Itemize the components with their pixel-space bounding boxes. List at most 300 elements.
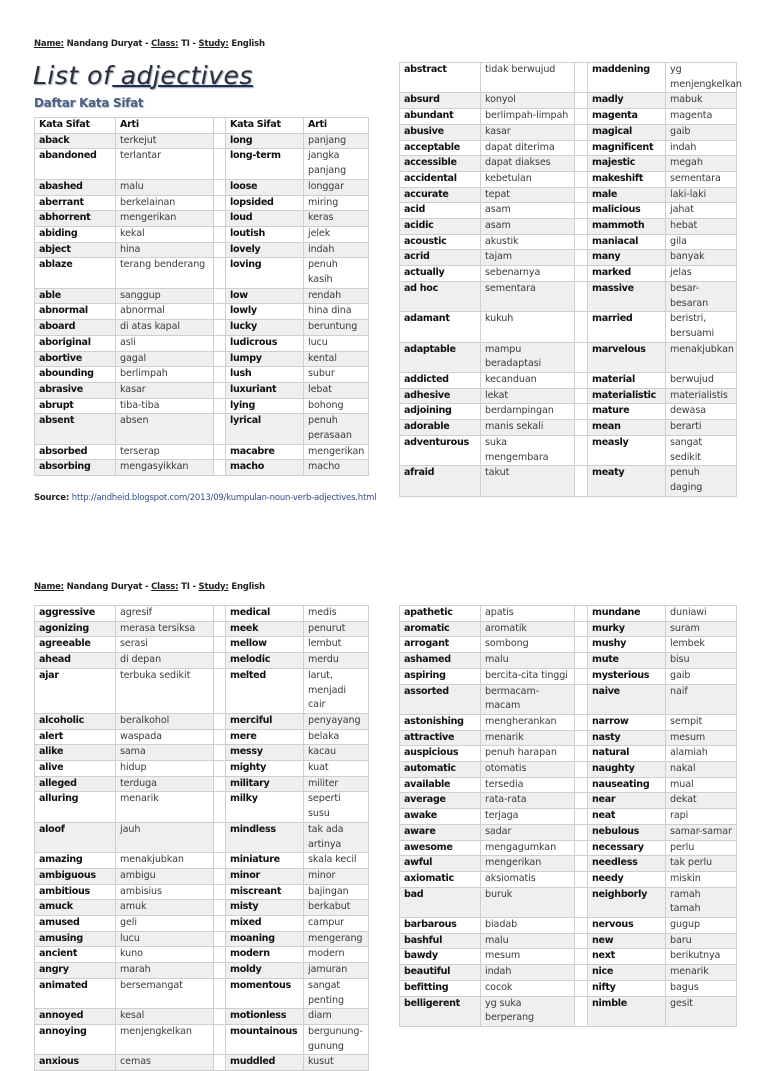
column-gap: [214, 367, 226, 383]
adjective-word: mellow: [226, 637, 304, 653]
adjective-word: meaty: [588, 466, 666, 496]
table-row: [400, 219, 737, 235]
adjective-meaning: dapat diterima: [481, 140, 575, 156]
adjective-word: long: [226, 133, 304, 149]
adjective-word: automatic: [400, 762, 481, 778]
adjective-meaning: diam: [304, 1009, 369, 1025]
adjective-meaning: cemas: [116, 1055, 214, 1071]
adjective-word: aggressive: [35, 606, 116, 622]
adjective-word: marvelous: [588, 342, 666, 372]
adjective-word: absurd: [400, 93, 481, 109]
adjective-meaning: suka mengembara: [481, 435, 575, 465]
adjective-word: loose: [226, 179, 304, 195]
column-gap: [575, 606, 588, 622]
adjective-word: adventurous: [400, 435, 481, 465]
column-gap: [575, 777, 588, 793]
adjective-word: animated: [35, 978, 116, 1008]
adjective-word: lopsided: [226, 195, 304, 211]
adjective-meaning: sanggup: [116, 288, 214, 304]
table-row: [35, 761, 369, 777]
adjective-meaning: gugup: [666, 918, 737, 934]
column-gap: [214, 713, 226, 729]
adjective-meaning: miskin: [666, 871, 737, 887]
adjective-word: adaptable: [400, 342, 481, 372]
adjective-word: moldy: [226, 963, 304, 979]
adjective-meaning: baru: [666, 933, 737, 949]
column-gap: [214, 776, 226, 792]
adjective-meaning: tiba-tiba: [116, 398, 214, 414]
column-gap: [575, 965, 588, 981]
adjective-word: nice: [588, 965, 666, 981]
adjective-word: merciful: [226, 713, 304, 729]
adjective-meaning: kasar: [481, 124, 575, 140]
adjective-meaning: lembek: [666, 637, 737, 653]
table-row: [35, 367, 369, 383]
column-gap: [575, 109, 588, 125]
column-gap: [214, 351, 226, 367]
table-row: [35, 606, 369, 622]
name-value: Nandang Duryat -: [63, 582, 152, 592]
adjective-word: melodic: [226, 653, 304, 669]
adjective-meaning: seperti susu: [304, 792, 369, 822]
adjective-word: aware: [400, 824, 481, 840]
adjective-meaning: rapi: [666, 809, 737, 825]
adjective-word: neighborly: [588, 887, 666, 917]
adjective-meaning: menarik: [666, 965, 737, 981]
adjective-meaning: terserap: [116, 444, 214, 460]
adjective-meaning: suram: [666, 621, 737, 637]
table-row: [35, 335, 369, 351]
adjective-word: ludicrous: [226, 335, 304, 351]
adjective-word: natural: [588, 746, 666, 762]
adjective-word: lyrical: [226, 414, 304, 444]
column-gap: [214, 853, 226, 869]
adjective-word: accurate: [400, 187, 481, 203]
adjective-meaning: berdampingan: [481, 404, 575, 420]
table-row: [400, 171, 737, 187]
adjective-meaning: waspada: [116, 729, 214, 745]
adjective-meaning: malu: [481, 653, 575, 669]
adjective-word: bashful: [400, 933, 481, 949]
adjective-meaning: terlantar: [116, 149, 214, 179]
adjective-meaning: kusut: [304, 1055, 369, 1071]
adjective-word: luxuriant: [226, 382, 304, 398]
adjective-word: military: [226, 776, 304, 792]
adjective-meaning: agresif: [116, 606, 214, 622]
table-row: [400, 809, 737, 825]
adjective-word: needless: [588, 856, 666, 872]
adjective-word: aromatic: [400, 621, 481, 637]
adjective-meaning: kesal: [116, 1009, 214, 1025]
adjective-word: abundant: [400, 109, 481, 125]
adjective-meaning: bersemangat: [116, 978, 214, 1008]
adjective-word: nimble: [588, 996, 666, 1026]
column-gap: [214, 118, 226, 134]
table-row: [35, 242, 369, 258]
study-label: Study:: [198, 39, 229, 49]
adjective-meaning: mabuk: [666, 93, 737, 109]
adjective-word: alike: [35, 745, 116, 761]
adjective-meaning: sama: [116, 745, 214, 761]
column-gap: [214, 606, 226, 622]
column-gap: [214, 444, 226, 460]
adjective-word: macho: [226, 460, 304, 476]
column-gap: [214, 729, 226, 745]
adjective-meaning: sangat penting: [304, 978, 369, 1008]
adjective-meaning: aromatik: [481, 621, 575, 637]
table-row: [35, 398, 369, 414]
adjective-word: medical: [226, 606, 304, 622]
adjective-meaning: longgar: [304, 179, 369, 195]
adjective-word: milky: [226, 792, 304, 822]
column-gap: [575, 93, 588, 109]
page-subtitle: Daftar Kata Sifat: [34, 96, 144, 110]
adjective-meaning: lucu: [304, 335, 369, 351]
column-gap: [575, 420, 588, 436]
adjective-meaning: yg menjengkelkan: [666, 63, 737, 93]
adjective-word: alluring: [35, 792, 116, 822]
adjective-word: assorted: [400, 684, 481, 714]
table-row: [35, 668, 369, 713]
adjective-word: abrupt: [35, 398, 116, 414]
adjective-word: angry: [35, 963, 116, 979]
adjective-meaning: beruntung: [304, 320, 369, 336]
adjective-word: aback: [35, 133, 116, 149]
name-label: Name:: [34, 39, 64, 49]
table-header-row: [35, 118, 369, 134]
adjective-meaning: dapat diakses: [481, 156, 575, 172]
table-row: [400, 980, 737, 996]
adjective-meaning: terduga: [116, 776, 214, 792]
source-label: Source: [34, 493, 66, 503]
table-row: [35, 1009, 369, 1025]
column-gap: [214, 621, 226, 637]
adjective-word: ajar: [35, 668, 116, 713]
adjective-word: befitting: [400, 980, 481, 996]
name-value: Nandang Duryat -: [63, 39, 152, 49]
table-row: [400, 840, 737, 856]
adjective-meaning: jangka panjang: [304, 149, 369, 179]
adjective-word: madly: [588, 93, 666, 109]
adjective-meaning: tidak berwujud: [481, 63, 575, 93]
column-gap: [214, 916, 226, 932]
adjective-meaning: menjengkelkan: [116, 1024, 214, 1054]
adjective-word: adhesive: [400, 388, 481, 404]
adjective-word: average: [400, 793, 481, 809]
adjective-word: aspiring: [400, 668, 481, 684]
table-row: [400, 281, 737, 311]
column-gap: [575, 63, 588, 93]
adjective-word: narrow: [588, 714, 666, 730]
adjective-meaning: berlimpah-limpah: [481, 109, 575, 125]
adjectives-table-p2-right: [399, 605, 737, 1027]
adjective-meaning: bermacam-macam: [481, 684, 575, 714]
table-row: [35, 258, 369, 288]
adjective-word: nebulous: [588, 824, 666, 840]
column-gap: [575, 918, 588, 934]
adjective-word: lying: [226, 398, 304, 414]
adjective-word: mature: [588, 404, 666, 420]
adjective-meaning: ambigu: [116, 868, 214, 884]
column-gap: [214, 288, 226, 304]
adjective-word: apathetic: [400, 606, 481, 622]
column-gap: [575, 887, 588, 917]
adjective-meaning: jahat: [666, 203, 737, 219]
table-row: [400, 918, 737, 934]
adjective-meaning: kekal: [116, 226, 214, 242]
study-value: English: [228, 39, 265, 49]
adjective-word: mean: [588, 420, 666, 436]
adjective-word: miscreant: [226, 884, 304, 900]
adjective-word: able: [35, 288, 116, 304]
adjective-word: necessary: [588, 840, 666, 856]
adjective-word: adjoining: [400, 404, 481, 420]
adjective-word: abnormal: [35, 304, 116, 320]
adjective-meaning: larut, menjadi cair: [304, 668, 369, 713]
adjective-word: mixed: [226, 916, 304, 932]
table-row: [400, 93, 737, 109]
adjective-meaning: otomatis: [481, 762, 575, 778]
table-row: [35, 900, 369, 916]
table-row: [400, 714, 737, 730]
adjective-meaning: mengherankan: [481, 714, 575, 730]
adjective-word: motionless: [226, 1009, 304, 1025]
column-gap: [575, 668, 588, 684]
adjective-word: nervous: [588, 918, 666, 934]
adjective-word: murky: [588, 621, 666, 637]
adjective-word: nauseating: [588, 777, 666, 793]
adjective-word: alert: [35, 729, 116, 745]
column-gap: [214, 637, 226, 653]
adjective-word: new: [588, 933, 666, 949]
column-gap: [575, 266, 588, 282]
adjective-meaning: aksiomatis: [481, 871, 575, 887]
adjective-meaning: samar-samar: [666, 824, 737, 840]
adjective-meaning: penuh kasih: [304, 258, 369, 288]
table-row: [35, 444, 369, 460]
column-gap: [575, 762, 588, 778]
adjective-word: awesome: [400, 840, 481, 856]
source-link[interactable]: http://andheid.blogspot.com/2013/09/kumpulan-noun-verb-adjectives.html: [71, 493, 377, 503]
adjective-word: male: [588, 187, 666, 203]
column-gap: [214, 195, 226, 211]
adjective-word: awful: [400, 856, 481, 872]
adjective-meaning: hidup: [116, 761, 214, 777]
column-gap: [214, 398, 226, 414]
adjective-meaning: buruk: [481, 887, 575, 917]
adjective-meaning: keras: [304, 211, 369, 227]
adjective-meaning: terang benderang: [116, 258, 214, 288]
adjective-word: acceptable: [400, 140, 481, 156]
adjective-meaning: sempit: [666, 714, 737, 730]
adjective-meaning: medis: [304, 606, 369, 622]
adjectives-table-p1-right: [399, 62, 742, 497]
table-row: [35, 931, 369, 947]
column-gap: [575, 684, 588, 714]
table-row: [400, 668, 737, 684]
adjective-meaning: bergunung-gunung: [304, 1024, 369, 1054]
adjective-meaning: amuk: [116, 900, 214, 916]
column-gap: [214, 179, 226, 195]
adjective-meaning: kebetulan: [481, 171, 575, 187]
adjective-meaning: manis sekali: [481, 420, 575, 436]
column-gap: [214, 822, 226, 852]
adjective-meaning: besar-besaran: [666, 281, 737, 311]
adjective-word: aberrant: [35, 195, 116, 211]
adjective-word: ahead: [35, 653, 116, 669]
adjective-word: near: [588, 793, 666, 809]
table-row: [35, 884, 369, 900]
adjective-meaning: alamiah: [666, 746, 737, 762]
adjective-word: materialistic: [588, 388, 666, 404]
adjective-word: alleged: [35, 776, 116, 792]
table-row: [400, 730, 737, 746]
table-row: [35, 792, 369, 822]
table-row: [35, 745, 369, 761]
adjective-word: needy: [588, 871, 666, 887]
adjective-meaning: penyayang: [304, 713, 369, 729]
adjective-meaning: belaka: [304, 729, 369, 745]
adjective-word: neat: [588, 809, 666, 825]
adjective-meaning: macho: [304, 460, 369, 476]
table-row: [400, 250, 737, 266]
column-gap: [575, 234, 588, 250]
adjective-meaning: biadab: [481, 918, 575, 934]
adjective-meaning: penuh harapan: [481, 746, 575, 762]
adjective-meaning: serasi: [116, 637, 214, 653]
adjective-meaning: yg suka berperang: [481, 996, 575, 1026]
table-row: [35, 226, 369, 242]
adjective-word: actually: [400, 266, 481, 282]
adjective-meaning: gila: [666, 234, 737, 250]
adjective-meaning: konyol: [481, 93, 575, 109]
adjective-meaning: naif: [666, 684, 737, 714]
table-row: [400, 187, 737, 203]
adjective-meaning: menarik: [481, 730, 575, 746]
column-gap: [575, 388, 588, 404]
adjective-meaning: bajingan: [304, 884, 369, 900]
adjective-word: axiomatic: [400, 871, 481, 887]
adjective-meaning: mengerikan: [304, 444, 369, 460]
adjective-word: abortive: [35, 351, 116, 367]
adjective-word: magnificent: [588, 140, 666, 156]
column-gap: [575, 793, 588, 809]
column-gap: [214, 211, 226, 227]
adjective-meaning: tajam: [481, 250, 575, 266]
adjective-word: loutish: [226, 226, 304, 242]
adjective-word: marked: [588, 266, 666, 282]
column-gap: [214, 868, 226, 884]
column-gap: [575, 281, 588, 311]
adjective-meaning: di depan: [116, 653, 214, 669]
adjective-meaning: menakjubkan: [116, 853, 214, 869]
adjective-meaning: berlimpah: [116, 367, 214, 383]
adjective-word: material: [588, 373, 666, 389]
adjective-meaning: berarti: [666, 420, 737, 436]
adjective-meaning: hina dina: [304, 304, 369, 320]
adjective-meaning: lucu: [116, 931, 214, 947]
table-row: [35, 947, 369, 963]
adjective-meaning: lebat: [304, 382, 369, 398]
adjective-word: next: [588, 949, 666, 965]
adjective-meaning: mampu beradaptasi: [481, 342, 575, 372]
table-row: [35, 414, 369, 444]
page1-header-meta: [34, 39, 265, 49]
adjective-meaning: asam: [481, 219, 575, 235]
adjective-meaning: malu: [481, 933, 575, 949]
adjective-word: acidic: [400, 219, 481, 235]
table-row: [400, 342, 737, 372]
adjective-meaning: akustik: [481, 234, 575, 250]
column-gap: [214, 149, 226, 179]
header-kata-sifat: Kata Sifat: [226, 118, 304, 134]
adjectives-table-p2-left: [34, 605, 369, 1071]
table-row: [35, 320, 369, 336]
table-row: [400, 856, 737, 872]
adjective-word: moaning: [226, 931, 304, 947]
adjective-word: long-term: [226, 149, 304, 179]
adjective-word: majestic: [588, 156, 666, 172]
adjective-meaning: bercita-cita tinggi: [481, 668, 575, 684]
adjective-meaning: cocok: [481, 980, 575, 996]
adjective-meaning: ramah tamah: [666, 887, 737, 917]
table-row: [400, 949, 737, 965]
table-row: [400, 466, 737, 496]
column-gap: [575, 746, 588, 762]
column-gap: [575, 250, 588, 266]
adjective-word: makeshift: [588, 171, 666, 187]
adjective-word: mighty: [226, 761, 304, 777]
class-label: Class:: [151, 39, 179, 49]
adjective-word: attractive: [400, 730, 481, 746]
adjective-word: ambiguous: [35, 868, 116, 884]
adjective-meaning: sementara: [666, 171, 737, 187]
adjective-meaning: nakal: [666, 762, 737, 778]
adjective-word: abiding: [35, 226, 116, 242]
adjective-meaning: menakjubkan: [666, 342, 737, 372]
page2-header-meta: [34, 582, 265, 592]
adjective-word: lovely: [226, 242, 304, 258]
adjective-word: acrid: [400, 250, 481, 266]
table-row: [35, 713, 369, 729]
adjective-meaning: absen: [116, 414, 214, 444]
adjective-meaning: geli: [116, 916, 214, 932]
class-value: TI -: [178, 582, 199, 592]
column-gap: [575, 342, 588, 372]
adjective-meaning: kecanduan: [481, 373, 575, 389]
adjective-meaning: sadar: [481, 824, 575, 840]
column-gap: [214, 460, 226, 476]
adjective-word: misty: [226, 900, 304, 916]
adjective-word: ancient: [35, 947, 116, 963]
adjective-meaning: mual: [666, 777, 737, 793]
adjective-meaning: kental: [304, 351, 369, 367]
adjective-meaning: panjang: [304, 133, 369, 149]
table-row: [35, 211, 369, 227]
adjective-meaning: penurut: [304, 621, 369, 637]
adjective-meaning: materialistis: [666, 388, 737, 404]
adjective-word: absorbing: [35, 460, 116, 476]
adjective-word: arrogant: [400, 637, 481, 653]
table-row: [35, 460, 369, 476]
adjective-word: absent: [35, 414, 116, 444]
adjective-word: magenta: [588, 109, 666, 125]
adjective-word: belligerent: [400, 996, 481, 1026]
adjective-meaning: sombong: [481, 637, 575, 653]
table-row: [35, 1055, 369, 1071]
adjective-meaning: miring: [304, 195, 369, 211]
adjective-meaning: mengerikan: [481, 856, 575, 872]
